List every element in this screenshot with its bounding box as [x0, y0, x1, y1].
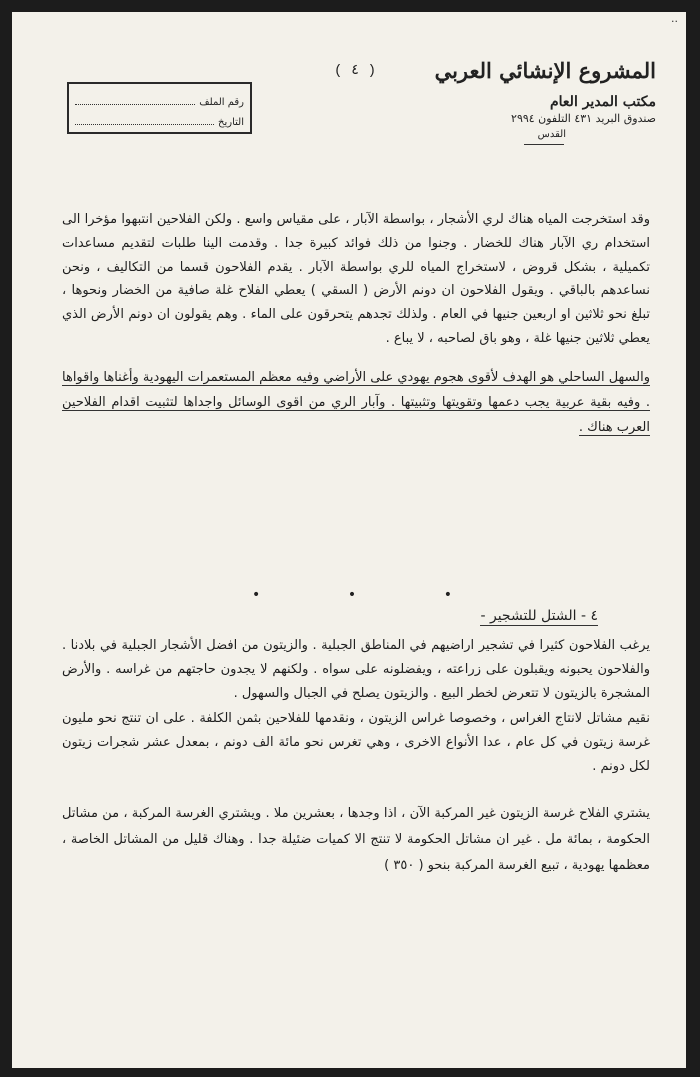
- paragraph-coastal-plain: [62, 365, 650, 440]
- city-name: القدس: [537, 129, 566, 140]
- separator-dot: •: [443, 587, 452, 603]
- separator-dot: •: [252, 587, 261, 603]
- paragraph-olive-planting: يرغب الفلاحون كثيرا في تشجير اراضيهم في المناطق الجبلية . والزيتون من افضل الأشجار الجبلية في بلادنا . والفلاحون يحبونه ويقبلون على زراعته ، ويفضلونه على سواه . ولكنهم لا يجدون حاجتهم من غراسه . والأرض المشجرة بالزيتون لا تتعرض لخطر البيع . والزيتون يصلح في الجبال والسهول .: [62, 638, 650, 701]
- file-number-line: [75, 88, 244, 108]
- paragraph-wells-irrigation: وقد استخرجت المياه هناك لري الأشجار ، بواسطة الآبار ، على مقياس واسع . ولكن الفلاحين انتبهوا مؤخرا الى استخدام ري الآبار هناك للخضار . وجنوا من ذلك فوائد كبيرة جدا . وقدمت الينا طلبات لتقديم مساعدات تكميلية ، بشكل قروض ، لاستخراج المياه للري بواسطة الآبار . يقدم الفلاحون قسما من التكاليف ، ونحن نساعدهم بالباقي . ويقول الفلاحون ان دونم الأرض ( السقي ) يعطي الفلاح غلة صافية من الخضار ونحوها ، تبلغ نحو ثلاثين او اربعين جنيها في العام . ولذلك تجدهم يتحرقون على الماء . وهم يقولون ان دونم الأرض الذي يعطي ثلاثين جنيها غلة ، وهو باق لصاحبه ، لا يباع .: [62, 212, 650, 346]
- letterhead-rule: [524, 144, 564, 145]
- date-dots: [75, 124, 214, 125]
- contact-info: صندوق البريد ٤٣١ التلفون ٢٩٩٤: [511, 112, 656, 125]
- paragraph-nurseries: نقيم مشاتل لانتاج الغراس ، وخصوصا غراس الزيتون ، ونقدمها للفلاحين بثمن الكلفة . على ان تنتج نحو مليون غرسة زيتون في كل عام ، عدا الأنواع الاخرى ، وهي تغرس نحو مائة الف دونم ، بمعدل عشر شجرات زيتون لكل دونم .: [62, 711, 650, 774]
- date-label: التاريخ: [218, 117, 244, 128]
- file-number-label: رقم الملف: [199, 97, 244, 108]
- page-marker: ..: [671, 12, 678, 25]
- org-name: المشروع الإنشائي العربي: [434, 58, 656, 83]
- date-line: [75, 108, 244, 128]
- section-separator: [252, 587, 452, 603]
- paragraph-seedling-prices: يشتري الفلاح غرسة الزيتون غير المركبة الآن ، اذا وجدها ، بعشرين ملا . ويشتري الغرسة المركبة ، من مشاتل الحكومة ، بمائة مل . غير ان مشاتل الحكومة لا تنتج الا كميات ضئيلة جدا . وهناك قليل من المشاتل الخاصة ، معظمها يهودية ، تبيع الغرسة المركبة بنحو ( ٣٥٠ ): [62, 805, 650, 873]
- separator-dot: •: [347, 587, 357, 603]
- underlined-paragraph-text: والسهل الساحلي هو الهدف لأقوى هجوم يهودي على الأراضي وفيه معظم المستعمرات اليهودية وأغناها واقواها . وفيه بقية عربية يجب دعمها وتقويتها وتثبيتها . وآبار الري من اقوى الوسائل واجداها لتثبيت اقدام الفلاحين العرب هناك .: [62, 369, 650, 435]
- section-heading: [480, 608, 598, 624]
- section-heading-text: ٤ - الشتل للتشجير -: [480, 608, 598, 624]
- document-page: [12, 12, 686, 1068]
- file-number-dots: [75, 104, 195, 105]
- page-number: ( ٤ ): [334, 63, 377, 79]
- reference-box: [67, 82, 252, 134]
- letter-body-section-4: [62, 634, 650, 879]
- letterhead: [416, 58, 656, 145]
- office-name: مكتب المدير العام: [549, 94, 656, 110]
- letter-body: [62, 208, 650, 440]
